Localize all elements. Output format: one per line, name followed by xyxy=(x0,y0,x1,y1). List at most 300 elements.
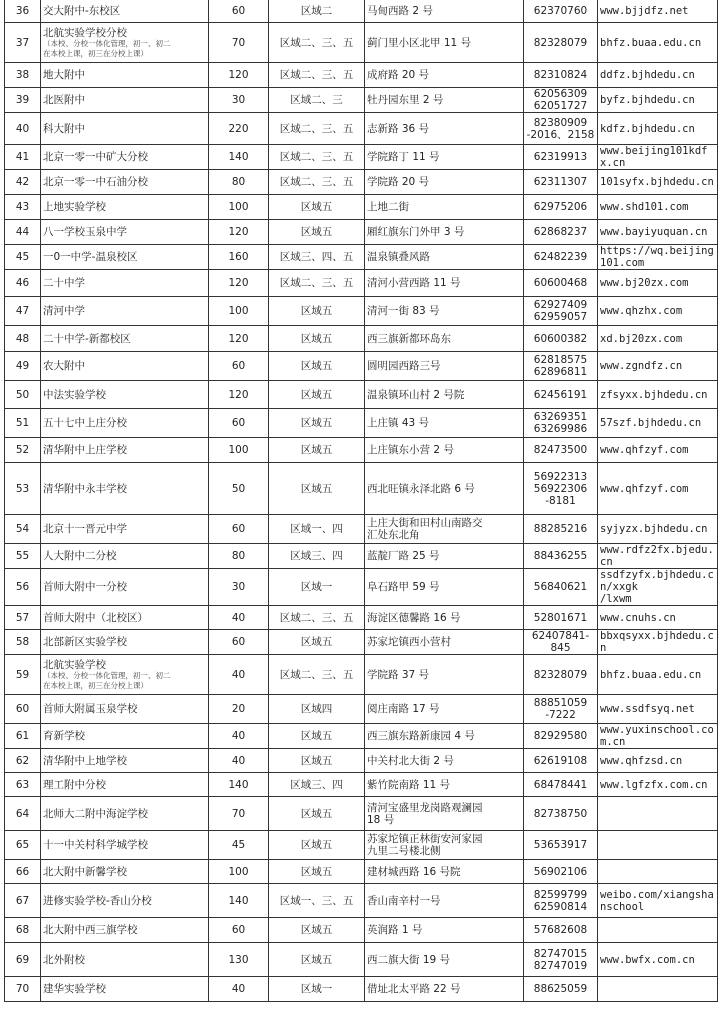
address-line: 香山南辛村一号 xyxy=(367,894,441,907)
seat-count: 45 xyxy=(209,831,269,860)
seat-count: 80 xyxy=(209,170,269,195)
school-name-line: 首师大附中（北校区） xyxy=(43,611,148,624)
phone-line: 63269351 xyxy=(533,411,588,423)
phone-line: -2016、2158 xyxy=(526,128,595,141)
zone: 区域五 xyxy=(269,463,365,515)
website xyxy=(598,695,718,724)
phone-line: 62818575 xyxy=(533,354,588,366)
zone: 区域五 xyxy=(269,297,365,326)
website-line: /lxwm xyxy=(600,593,632,605)
school-name-line: 北部新区实验学校 xyxy=(43,636,127,648)
row-number: 61 xyxy=(5,724,41,749)
seat-count: 40 xyxy=(209,749,269,773)
website xyxy=(598,977,718,1002)
table-row xyxy=(5,0,718,23)
school-name xyxy=(41,797,209,831)
phone-line: 62896811 xyxy=(533,366,588,378)
zone: 区域二、三、五 xyxy=(269,170,365,195)
address-line: 学院路 20 号 xyxy=(367,176,430,188)
table-row xyxy=(5,884,718,918)
row-number: 39 xyxy=(5,88,41,113)
school-name xyxy=(41,438,209,463)
website xyxy=(598,0,718,23)
address xyxy=(365,463,524,515)
school-name-line: 上地实验学校 xyxy=(43,201,106,213)
school-name xyxy=(41,23,209,63)
table-row xyxy=(5,463,718,515)
website-line: www.qhzhx.com xyxy=(600,305,683,317)
address xyxy=(365,943,524,977)
school-name-line: 二十中学 xyxy=(43,277,85,289)
school-name-line: 北师大二附中海淀学校 xyxy=(43,807,148,820)
phone xyxy=(524,463,598,515)
address xyxy=(365,438,524,463)
seat-count: 100 xyxy=(209,195,269,220)
seat-count: 120 xyxy=(209,326,269,352)
website-line: www.rdfz2fx.bjedu.cn xyxy=(600,544,714,568)
address xyxy=(365,326,524,352)
table-row xyxy=(5,655,718,695)
table-row xyxy=(5,918,718,943)
seat-count: 40 xyxy=(209,606,269,630)
phone-line: 62975206 xyxy=(533,201,588,213)
zone: 区域四 xyxy=(269,695,365,724)
website xyxy=(598,170,718,195)
address-line: 学院路丁 11 号 xyxy=(367,151,440,163)
address xyxy=(365,0,524,23)
school-name xyxy=(41,773,209,797)
website xyxy=(598,438,718,463)
address xyxy=(365,606,524,630)
school-name xyxy=(41,977,209,1002)
school-name xyxy=(41,918,209,943)
school-name-line: 人大附中二分校 xyxy=(43,550,117,562)
school-name-line: 首师大附属玉泉学校 xyxy=(43,703,138,715)
phone-line: 62868237 xyxy=(533,226,588,238)
row-number: 38 xyxy=(5,63,41,88)
website xyxy=(598,918,718,943)
address xyxy=(365,749,524,773)
row-number: 66 xyxy=(5,860,41,884)
school-name-line: 北京一零一中石油分校 xyxy=(43,176,148,188)
seat-count: 30 xyxy=(209,88,269,113)
website xyxy=(598,409,718,438)
phone xyxy=(524,63,598,88)
table-row xyxy=(5,297,718,326)
phone-line: 62311307 xyxy=(533,176,588,188)
phone-line: 62319913 xyxy=(533,151,588,163)
phone xyxy=(524,544,598,569)
phone-line: 82328079 xyxy=(533,668,588,681)
table-row xyxy=(5,88,718,113)
address xyxy=(365,88,524,113)
website-line: ssdfzyfx.bjhdedu.cn/xxgk xyxy=(600,569,714,593)
school-name xyxy=(41,352,209,381)
table-row xyxy=(5,270,718,297)
seat-count: 100 xyxy=(209,438,269,463)
phone-line: 82599799 xyxy=(533,888,588,901)
school-name-line: 北航实验学校 xyxy=(43,658,106,671)
phone-line: 62407841-845 xyxy=(531,630,590,654)
website-line: bhfz.buaa.edu.cn xyxy=(600,668,702,681)
row-number: 37 xyxy=(5,23,41,63)
school-note: 在本校上课，初三在分校上课） xyxy=(43,680,148,690)
address-line: 马甸西路 2 号 xyxy=(367,4,433,17)
row-number: 55 xyxy=(5,544,41,569)
address xyxy=(365,195,524,220)
school-name-line: 北外附校 xyxy=(43,953,85,966)
zone: 区域一、四 xyxy=(269,515,365,544)
seat-count: 40 xyxy=(209,977,269,1002)
row-number: 67 xyxy=(5,884,41,918)
phone xyxy=(524,831,598,860)
table-row xyxy=(5,326,718,352)
phone-line: 53653917 xyxy=(533,839,588,851)
address xyxy=(365,270,524,297)
table-row xyxy=(5,220,718,245)
school-note: （本校、分校一体化管理，初一、初二 xyxy=(43,38,171,48)
phone-line: 60600468 xyxy=(533,277,588,289)
zone: 区域三、四 xyxy=(269,773,365,797)
seat-count: 50 xyxy=(209,463,269,515)
zone: 区域五 xyxy=(269,918,365,943)
phone-line: 82380909 xyxy=(533,116,588,129)
phone-line: 62590814 xyxy=(533,900,588,913)
address-line: 九里二号楼北侧 xyxy=(367,845,441,857)
table-row xyxy=(5,409,718,438)
seat-count: 120 xyxy=(209,381,269,409)
address-line: 借址北太平路 22 号 xyxy=(367,983,461,995)
row-number: 40 xyxy=(5,113,41,145)
website xyxy=(598,860,718,884)
school-name-line: 科大附中 xyxy=(43,122,85,135)
school-note: 在本校上课，初三在分校上课） xyxy=(43,48,148,58)
phone-line: 60600382 xyxy=(533,332,588,345)
address xyxy=(365,977,524,1002)
row-number: 59 xyxy=(5,655,41,695)
phone xyxy=(524,0,598,23)
address-line: 阅庄南路 17 号 xyxy=(367,703,440,715)
zone: 区域五 xyxy=(269,724,365,749)
address-line: 温泉镇叠风路 xyxy=(367,251,430,263)
phone-line: -8181 xyxy=(545,494,576,507)
address-line: 上庄大街和田村山南路交 xyxy=(367,517,483,529)
school-name-line: 育新学校 xyxy=(43,730,85,742)
school-name xyxy=(41,655,209,695)
address-line: 海淀区德馨路 16 号 xyxy=(367,611,461,624)
school-name xyxy=(41,463,209,515)
website xyxy=(598,326,718,352)
phone-line: 56840621 xyxy=(533,581,588,593)
address-line: 志新路 36 号 xyxy=(367,122,430,135)
school-name xyxy=(41,606,209,630)
address xyxy=(365,113,524,145)
website-line: www.yuxinschool.com.cn xyxy=(600,724,714,748)
website-line: https://wq.beijing101.com xyxy=(600,245,714,269)
table-row xyxy=(5,630,718,655)
zone: 区域二、三、五 xyxy=(269,606,365,630)
school-name xyxy=(41,749,209,773)
phone-line: 82738750 xyxy=(533,807,588,820)
website xyxy=(598,884,718,918)
seat-count: 100 xyxy=(209,297,269,326)
school-name xyxy=(41,381,209,409)
table-row xyxy=(5,773,718,797)
website xyxy=(598,220,718,245)
address xyxy=(365,63,524,88)
row-number: 46 xyxy=(5,270,41,297)
address xyxy=(365,220,524,245)
website xyxy=(598,352,718,381)
address-line: 苏家坨镇正林街安河家园 xyxy=(367,833,483,845)
school-note: （本校、分校一体化管理，初一、初二 xyxy=(43,670,171,680)
address-line: 中关村北大街 2 号 xyxy=(367,754,454,767)
seat-count: 120 xyxy=(209,270,269,297)
row-number: 50 xyxy=(5,381,41,409)
address xyxy=(365,409,524,438)
phone xyxy=(524,606,598,630)
school-name-line: 一0一中学-温泉校区 xyxy=(43,251,138,263)
seat-count: 60 xyxy=(209,515,269,544)
seat-count: 20 xyxy=(209,695,269,724)
address-line: 温泉镇环山村 2 号院 xyxy=(367,388,465,401)
row-number: 44 xyxy=(5,220,41,245)
phone xyxy=(524,655,598,695)
table-row xyxy=(5,724,718,749)
website-line: bbxqsyxx.bjhdedu.cn xyxy=(600,630,714,654)
school-name xyxy=(41,630,209,655)
zone: 区域五 xyxy=(269,943,365,977)
school-name-line: 二十中学-新都校区 xyxy=(43,332,131,345)
row-number: 51 xyxy=(5,409,41,438)
address-line: 汇处东北角 xyxy=(367,529,420,541)
address xyxy=(365,170,524,195)
address xyxy=(365,352,524,381)
school-name-line: 建华实验学校 xyxy=(43,983,106,995)
phone xyxy=(524,884,598,918)
zone: 区域二、三、五 xyxy=(269,655,365,695)
address-line: 清河宝盛里龙岗路观澜园 xyxy=(367,801,483,814)
phone-line: 62482239 xyxy=(533,251,588,263)
phone xyxy=(524,409,598,438)
school-name-line: 八一学校玉泉中学 xyxy=(43,226,127,238)
address-line: 学院路 37 号 xyxy=(367,668,430,681)
website-line: 57szf.bjhdedu.cn xyxy=(600,417,702,429)
phone xyxy=(524,170,598,195)
table-body xyxy=(5,0,718,1002)
address-line: 西二旗大街 19 号 xyxy=(367,953,451,966)
website xyxy=(598,569,718,606)
school-name xyxy=(41,943,209,977)
address xyxy=(365,245,524,270)
zone: 区域三、四 xyxy=(269,544,365,569)
address-line: 上庄镇东小营 2 号 xyxy=(367,444,454,456)
address-line: 上地二街 xyxy=(367,201,409,213)
website xyxy=(598,606,718,630)
website-line: 101syfx.bjhdedu.cn xyxy=(600,176,714,188)
phone-line: 82310824 xyxy=(533,69,588,81)
phone-line: 63269986 xyxy=(533,423,588,435)
row-number: 58 xyxy=(5,630,41,655)
website xyxy=(598,943,718,977)
website xyxy=(598,724,718,749)
phone xyxy=(524,797,598,831)
phone xyxy=(524,918,598,943)
school-name-line: 清华附中上地学校 xyxy=(43,754,127,767)
address xyxy=(365,797,524,831)
row-number: 69 xyxy=(5,943,41,977)
address xyxy=(365,918,524,943)
address xyxy=(365,724,524,749)
seat-count: 130 xyxy=(209,943,269,977)
phone xyxy=(524,297,598,326)
address-line: 圆明园西路三号 xyxy=(367,360,441,372)
website-line: syjyzx.bjhdedu.cn xyxy=(600,523,708,535)
zone: 区域二、三、五 xyxy=(269,113,365,145)
seat-count: 80 xyxy=(209,544,269,569)
zone: 区域二、三 xyxy=(269,88,365,113)
school-name xyxy=(41,0,209,23)
website-line: weibo.com/xiangshanschool xyxy=(600,888,714,913)
seat-count: 40 xyxy=(209,724,269,749)
address-line: 英润路 1 号 xyxy=(367,924,423,936)
phone xyxy=(524,352,598,381)
phone xyxy=(524,977,598,1002)
website-line: kdfz.bjhdedu.cn xyxy=(600,122,695,135)
phone-line: 62370760 xyxy=(533,4,588,17)
phone xyxy=(524,220,598,245)
phone-line: 88851059 xyxy=(533,697,588,709)
website-line: xd.bj20zx.com xyxy=(600,332,683,345)
seat-count: 30 xyxy=(209,569,269,606)
website-line: www.bwfx.com.cn xyxy=(600,953,695,966)
phone xyxy=(524,145,598,170)
school-name-line: 北医附中 xyxy=(43,94,85,106)
phone-line: 82929580 xyxy=(533,730,588,742)
school-table xyxy=(4,0,718,1002)
phone-line: 57682608 xyxy=(533,924,588,936)
zone: 区域五 xyxy=(269,195,365,220)
seat-count: 220 xyxy=(209,113,269,145)
zone: 区域五 xyxy=(269,860,365,884)
address-line: 厢红旗东门外甲 3 号 xyxy=(367,226,465,238)
zone: 区域一 xyxy=(269,977,365,1002)
seat-count: 140 xyxy=(209,773,269,797)
school-name xyxy=(41,544,209,569)
school-name xyxy=(41,515,209,544)
school-name xyxy=(41,170,209,195)
website-line: www.bayiyuquan.cn xyxy=(600,226,708,238)
phone-line: 56922313 xyxy=(533,470,588,483)
phone xyxy=(524,88,598,113)
zone: 区域一、三、五 xyxy=(269,884,365,918)
zone: 区域二、三、五 xyxy=(269,270,365,297)
school-name-line: 十一中关村科学城学校 xyxy=(43,839,148,851)
zone: 区域二 xyxy=(269,0,365,23)
address-line: 西北旺镇永泽北路 6 号 xyxy=(367,482,475,495)
website xyxy=(598,88,718,113)
zone: 区域一 xyxy=(269,569,365,606)
phone-line: 56902106 xyxy=(533,865,588,878)
school-name xyxy=(41,884,209,918)
row-number: 60 xyxy=(5,695,41,724)
seat-count: 120 xyxy=(209,63,269,88)
row-number: 65 xyxy=(5,831,41,860)
address-line: 阜石路甲 59 号 xyxy=(367,581,440,593)
seat-count: 160 xyxy=(209,245,269,270)
school-name-line: 五十七中上庄分校 xyxy=(43,417,127,429)
website-line: www.beijing101kdfx.cn xyxy=(600,145,708,169)
school-name-line: 清河中学 xyxy=(43,305,85,317)
website xyxy=(598,297,718,326)
phone xyxy=(524,749,598,773)
address xyxy=(365,884,524,918)
address xyxy=(365,655,524,695)
website xyxy=(598,655,718,695)
zone: 区域二、三、五 xyxy=(269,145,365,170)
school-name-line: 首师大附中一分校 xyxy=(43,581,127,593)
school-name xyxy=(41,195,209,220)
website xyxy=(598,831,718,860)
school-name-line: 清华附中上庄学校 xyxy=(43,444,127,456)
zone: 区域五 xyxy=(269,409,365,438)
phone xyxy=(524,381,598,409)
website xyxy=(598,381,718,409)
phone-line: 88625059 xyxy=(533,983,588,995)
website-line: www.qhfzsd.cn xyxy=(600,754,683,767)
school-name xyxy=(41,113,209,145)
zone: 区域五 xyxy=(269,220,365,245)
website xyxy=(598,544,718,569)
phone xyxy=(524,326,598,352)
phone-line: 82747015 xyxy=(533,947,588,960)
address xyxy=(365,860,524,884)
address xyxy=(365,515,524,544)
table-row xyxy=(5,63,718,88)
row-number: 52 xyxy=(5,438,41,463)
school-name-line: 中法实验学校 xyxy=(43,388,106,401)
website-line: ddfz.bjhdedu.cn xyxy=(600,69,695,81)
address xyxy=(365,23,524,63)
table-row xyxy=(5,195,718,220)
website xyxy=(598,773,718,797)
school-name-line: 进修实验学校-香山分校 xyxy=(43,894,152,907)
table-row xyxy=(5,381,718,409)
school-name xyxy=(41,409,209,438)
school-name-line: 交大附中-东校区 xyxy=(43,4,121,17)
address xyxy=(365,569,524,606)
phone-line: 62927409 xyxy=(533,299,588,311)
school-name xyxy=(41,245,209,270)
school-name xyxy=(41,724,209,749)
school-name xyxy=(41,63,209,88)
school-name xyxy=(41,831,209,860)
row-number: 49 xyxy=(5,352,41,381)
row-number: 57 xyxy=(5,606,41,630)
address-line: 紫竹院南路 11 号 xyxy=(367,778,451,791)
zone: 区域五 xyxy=(269,381,365,409)
website xyxy=(598,270,718,297)
phone-line: 82328079 xyxy=(533,36,588,49)
school-name-line: 北京十一晋元中学 xyxy=(43,523,127,535)
website xyxy=(598,245,718,270)
zone: 区域五 xyxy=(269,749,365,773)
seat-count: 60 xyxy=(209,352,269,381)
school-name-line: 清华附中永丰学校 xyxy=(43,482,127,495)
website-line: www.lgfzfx.com.cn xyxy=(600,778,708,791)
address-line: 建材城西路 16 号院 xyxy=(367,865,461,878)
website xyxy=(598,797,718,831)
